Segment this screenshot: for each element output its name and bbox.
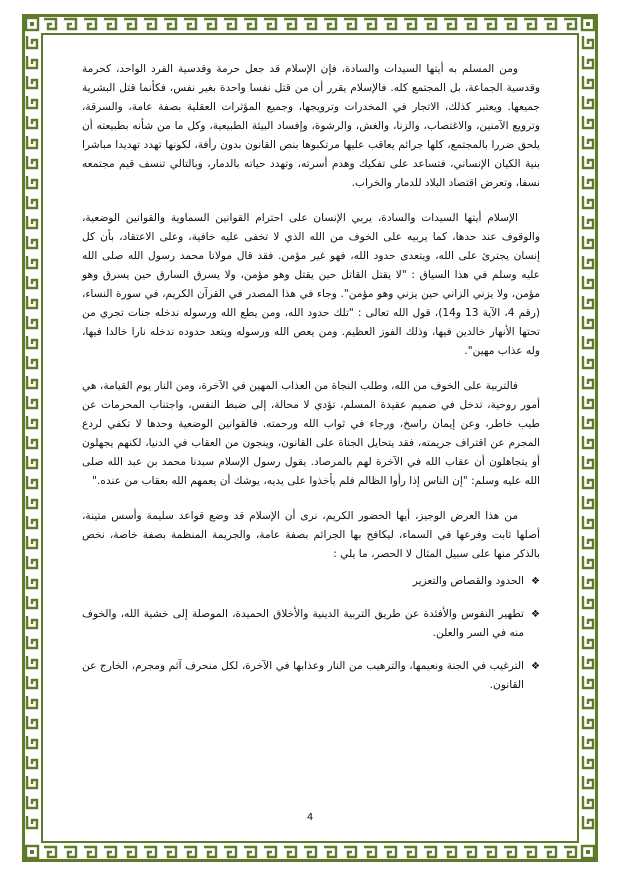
paragraph-2: الإسلام أيتها السيدات والسادة، يربي الإنسان على احترام القوانين السماوية والقوانين الوضعية، والوقوف عند حدها، كما يربيه على الخوف من الله الذي لا تخفى عليه خافية، وعلى الاعتقاد، بأن كل إنسان يجترئ على الله، ويتعدى حدود الله، فهو غير مؤمن. فقد قال مولانا محمد رسول الله صلى الله عليه وسلم في هذا السياق : "لا يقتل القاتل حين يقتل وهو مؤمن، ولا يسرق السارق حين يسرق وهو مؤمن، ولا يزني الزاني حين يزني وهو مؤمن". وجاء في هذا المصدر في القرآن الكريم، في سورة النساء، (رقم 4، الآية 13 و14)، قول الله تعالى : "تلك حدود الله، ومن يطع الله ورسوله ندخله جنات تجري من تحتها الأنهار خالدين فيها، وذلك الفوز العظيم. ومن يعص الله ورسوله ويتعد حدوده ندخله نارا خالدا فيها، وله عذاب مهين". (82, 212, 540, 357)
list-item-text: الحدود والقصاص والتعزير (412, 575, 524, 587)
list-item (82, 657, 540, 695)
bullet-list (82, 572, 540, 695)
page-number: 4 (306, 812, 314, 823)
paragraph-4: من هذا العرض الوجيز، أيها الحضور الكريم، نرى أن الإسلام قد وضع قواعد سليمة وأسس متينة، أصلها ثابت وفرعها في السماء، ليكافح بها الجرائم بصفة عامة، والجريمة المنظمة بصفة خاصة، نخص بالذكر منها على سبيل المثال لا الحصر، ما يلي : (82, 510, 540, 560)
diamond-bullet-icon: ❖ (531, 609, 540, 620)
diamond-bullet-icon: ❖ (531, 576, 540, 587)
document-body (82, 60, 540, 709)
paragraph-3: فالتربية على الخوف من الله، وطلب النجاة من العذاب المهين في الآخرة، ومن النار يوم القيامة، هي أمور روحية، تدخل في صميم عقيدة المسلم، تؤدي لا محالة، إلى ضبط النفس، واجتناب المحرمات عن طيب خاطر، وعن إيمان راسخ، ورجاء في ثواب الله ورحمته. فالقوانين الوضعية وحدها لا تكفي لردع المجرم عن اقتراف جريمته، فقد يتحايل الجناة على القانون، وينجون من العقاب في الدنيا، لكنهم يجهلون أو يتجاهلون أن عقاب الله في الآخرة لهم بالمرصاد. يقول رسول الإسلام سيدنا محمد بن عبد الله صلى الله عليه وسلم: "إن الناس إذا رأوا الظالم فلم يأخذوا على يديه، يوشك أن يعمهم الله بعقاب من عنده." (82, 380, 540, 487)
list-item (82, 572, 540, 591)
diamond-bullet-icon: ❖ (531, 661, 540, 672)
paragraph-1: ومن المسلم به أيتها السيدات والسادة، فإن الإسلام قد جعل حرمة وقدسية الفرد الواحد، كحرمة وقدسية الجماعة، بل المجتمع كله. فالإسلام يقرر أن من قتل نفسا واحدة بغير نفس، فكأنما قتل البشرية جميعها. ويعتبر كذلك، الاتجار في المخدرات وترويجها، وجميع المؤثرات العقلية بصفة عامة، والسرقة، وترويع الآمنين، والاغتصاب، والزنا، والغش، والرشوة، وإفساد البيئة الطبيعية، وكل ما من شأنه بطبيعته أن يلحق ضررا بالمجتمع، كلها جرائم يعاقب عليها مرتكبوها بنص القانون بدون رأفة، لكونها تهدد تهديدا مباشرا بنية الكيان الإنساني، فتساعد على تفكيك وهدم أسرته، وتهدد حياته بالدمار، وبالتالي تنسف قيم مجتمعه نسفا، وتعرض اقتصاد البلاد للدمار والخراب. (82, 63, 540, 189)
list-item-text: الترغيب في الجنة ونعيمها، والترهيب من النار وعذابها في الآخرة، لكل منحرف آثم ومجرم، الخارج عن القانون. (82, 660, 524, 691)
list-item (82, 605, 540, 643)
list-item-text: تطهير النفوس والأفئدة عن طريق التربية الدينية والأخلاق الحميدة، الموصلة إلى خشية الله، والخوف منه في السر والعلن. (82, 608, 524, 639)
